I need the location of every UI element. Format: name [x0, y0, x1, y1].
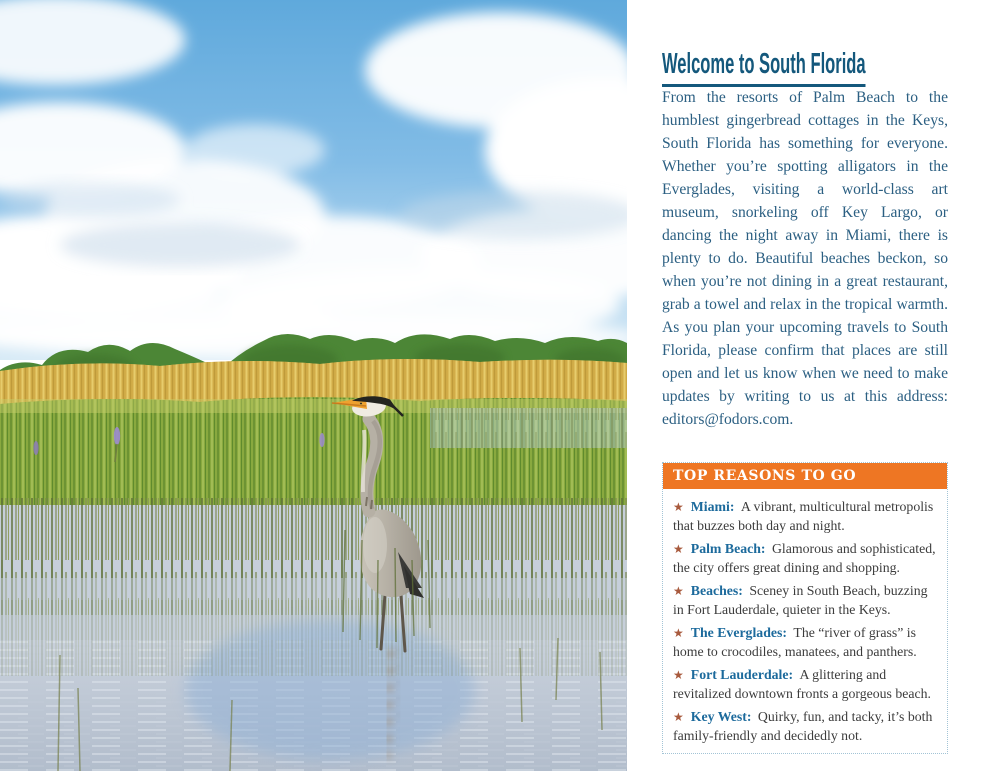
sky: [0, 0, 627, 360]
intro-paragraph: [662, 86, 948, 431]
reason-lead: Miami:: [690, 499, 738, 514]
page-title: [662, 44, 1000, 87]
reason-desc: Sceney in South Beach, buzzing in Fort Lauderdale, quieter in the Keys.: [673, 583, 928, 617]
email-link[interactable]: editors@fodors.com: [662, 411, 790, 428]
reason-desc: Quirky, fun, and tacky, it’s both family-friendly and decidedly not.: [673, 709, 933, 743]
intro-text: From the resorts of Palm Beach to the humblest gingerbread cottages in the Keys, South Florida has something for everyone. Whether you’re spotting alligators in the Everglades, visiting a world-class art museum, snorkeling off Key Largo, or dancing the night away in Miami, there is plenty to do. Beautiful beaches beckon, so when you’re not dining in a great restaurant, grab a towel and relax in the tropical warmth. As you plan your upcoming travels to South Florida, please confirm that places are still open and let us know when we need to make updates by writing to us at this address:: [662, 89, 948, 405]
star-icon: ★: [673, 500, 687, 514]
reason-item-key-west: [673, 708, 937, 744]
reason-lead: Key West:: [690, 709, 755, 724]
reason-lead: Fort Lauderdale:: [690, 667, 797, 682]
top-reasons-header: TOP REASONS TO GO: [663, 463, 947, 489]
star-icon: ★: [673, 542, 687, 556]
content-panel: [662, 0, 948, 771]
star-icon: ★: [673, 584, 687, 598]
star-icon: ★: [673, 710, 687, 724]
open-water: [0, 620, 627, 771]
page-title-text: Welcome to South Florida: [662, 48, 866, 87]
reason-item-miami: [673, 498, 937, 534]
reason-lead: The Everglades:: [690, 625, 791, 640]
top-reasons-box: [662, 462, 948, 754]
reason-desc: Glamorous and sophisticated, the city offers great dining and shopping.: [673, 541, 936, 575]
reason-item-palm-beach: [673, 540, 937, 576]
top-reasons-list: [663, 489, 947, 753]
reason-item-everglades: [673, 624, 937, 660]
reason-item-beaches: [673, 582, 937, 618]
reason-lead: Beaches:: [690, 583, 747, 598]
reason-desc: A glittering and revitalized downtown fronts a gorgeous beach.: [673, 667, 931, 701]
reason-desc: The “river of grass” is home to crocodiles, manatees, and panthers.: [673, 625, 917, 659]
intro-text-tail: .: [789, 411, 794, 428]
star-icon: ★: [673, 668, 687, 682]
reason-desc: A vibrant, multicultural metropolis that buzzes both day and night.: [673, 499, 934, 533]
reason-lead: Palm Beach:: [690, 541, 769, 556]
star-icon: ★: [673, 626, 687, 640]
reason-item-fort-lauderdale: [673, 666, 937, 702]
